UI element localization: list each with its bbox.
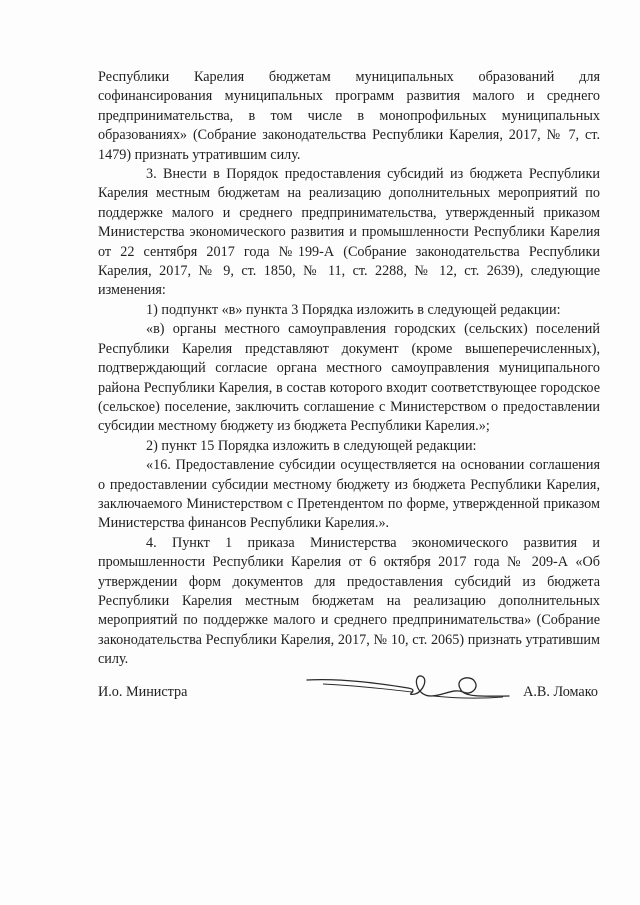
document-body: [98, 68, 600, 670]
signatory-name: А.В. Ломако: [523, 684, 598, 700]
paragraph-continuation: Республики Карелия бюджетам муниципальных образований для софинансирования муниципальных программ развития малого и среднего предпринимательства, в том числе в монопрофильных муниципальных образованиях» (Собрание законодательства Республики Карелия, 2017, № 7, ст. 1479) признать утратившим силу.: [98, 69, 600, 163]
paragraph-subitem-2-text: «16. Предоставление субсидии осуществляется на основании соглашения о предоставлении субсидии местному бюджету из бюджета Республики Карелия, заключаемого Министерством с Претендентом по форме, утвержденной приказом Министерства финансов Республики Карелия.».: [98, 457, 600, 532]
paragraph-item-3: 3. Внести в Порядок предоставления субсидий из бюджета Республики Карелия местным бюджетам на реализацию дополнительных мероприятий по поддержке малого и среднего предпринимательства, утвержденный приказом Министерства экономического развития и промышленности Республики Карелия от 22 сентября 2017 года №199-А (Собрание законодательства Республики Карелия, 2017, № 9, ст. 1850, № 11, ст. 2288, № 12, ст. 2639), следующие изменения:: [98, 166, 600, 299]
signature-block: [98, 670, 600, 720]
handwritten-signature: [303, 666, 513, 706]
paragraph-subitem-1: 1) подпункт «в» пункта 3 Порядка изложить в следующей редакции:: [146, 301, 561, 318]
paragraph-subitem-1-text: «в) органы местного самоуправления городских (сельских) поселений Республики Карелия представляют документ (кроме вышеперечисленных), подтверждающий согласие органа местного самоуправления муниципального района Республики Карелия, в состав которого входит соответствующее городское (сельское) поселение, заключить соглашение с Министерством о предоставлении субсидии местному бюджету из бюджета Республики Карелия.»;: [98, 321, 600, 435]
signatory-role: И.о. Министра: [98, 684, 188, 700]
paragraph-subitem-2: 2) пункт 15 Порядка изложить в следующей редакции:: [146, 437, 477, 454]
paragraph-item-4: 4. Пункт 1 приказа Министерства экономического развития и промышленности Республики Карелия от 6 октября 2017 года № 209-А «Об утверждении форм документов для предоставления субсидий из бюджета Республики Карелия местным бюджетам на реализацию дополнительных мероприятий по поддержке малого и среднего предпринимательства» (Собрание законодательства Республики Карелия, 2017, № 10, ст. 2065) признать утратившим силу.: [98, 534, 600, 668]
